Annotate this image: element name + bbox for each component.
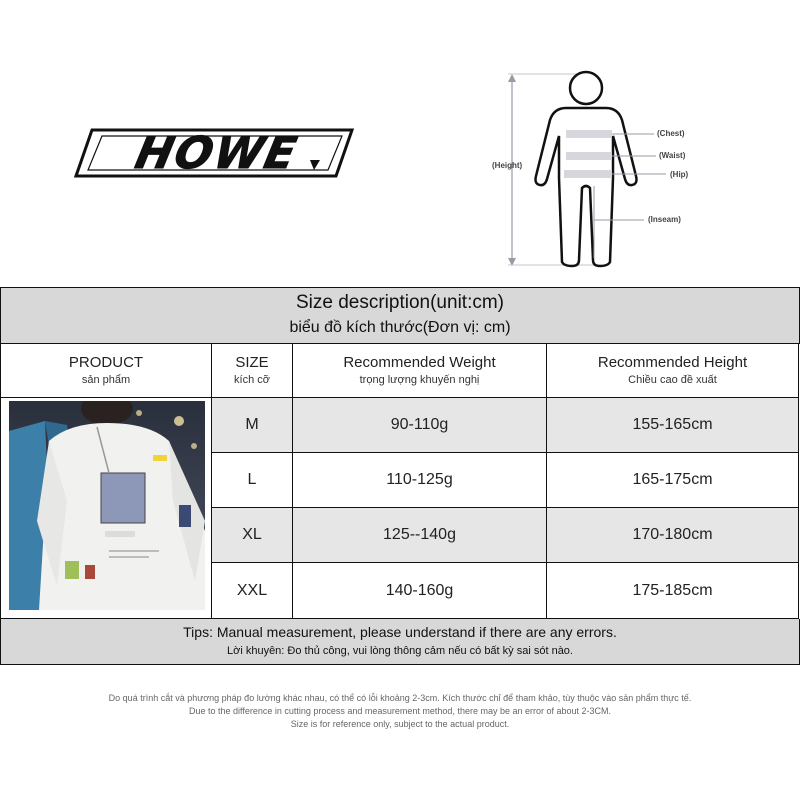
- table-row-size: XL: [212, 508, 293, 563]
- table-row-size: M: [212, 398, 293, 453]
- table-title: Size description(unit:cm): [295, 292, 505, 313]
- tips-text-en: Tips: Manual measurement, please understand if there are any errors.: [183, 624, 617, 640]
- disclaimer-reference: Size is for reference only, subject to the actual product.: [290, 719, 510, 729]
- chest-label: (Chest): [657, 129, 685, 138]
- table-row-weight: 110-125g: [293, 453, 547, 508]
- table-row-height: 155-165cm: [547, 398, 799, 453]
- tips-block: [0, 619, 800, 665]
- header-weight: Recommended Weight trọng lượng khuyến nghị: [293, 343, 547, 398]
- header-size: SIZE kích cỡ: [212, 343, 293, 398]
- table-row-size: XXL: [212, 563, 293, 619]
- table-row-weight: 140-160g: [293, 563, 547, 619]
- table-row-weight: 90-110g: [293, 398, 547, 453]
- product-photo: [9, 401, 205, 610]
- header-height: Recommended Height Chiều cao đề xuất: [547, 343, 799, 398]
- logo-text: HOWE: [131, 128, 303, 179]
- header-product: PRODUCT sản phẩm: [0, 343, 212, 398]
- inseam-label: (Inseam): [648, 215, 681, 224]
- table-title-block: [0, 287, 800, 344]
- table-row-weight: 125--140g: [293, 508, 547, 563]
- table-subtitle: biểu đồ kích thước(Đơn vị: cm): [289, 319, 511, 336]
- tips-text-vi: Lời khuyên: Đo thủ công, vui lòng thông cảm nếu có bất kỳ sai sót nào.: [227, 645, 573, 657]
- hip-label: (Hip): [670, 170, 689, 179]
- table-row-height: 170-180cm: [547, 508, 799, 563]
- height-label: (Height): [492, 161, 523, 170]
- table-row-height: 175-185cm: [547, 563, 799, 619]
- brand-logo: [74, 120, 354, 186]
- body-measurement-figure: [486, 66, 726, 270]
- disclaimer-vi: Do quá trình cắt và phương pháp đo lường khác nhau, có thể có lỗi khoảng 2-3cm. Kích thước chỉ để tham khảo, tùy thuộc vào sản phẩm thực tế.: [108, 693, 692, 703]
- table-row-height: 165-175cm: [547, 453, 799, 508]
- size-table: [0, 287, 800, 665]
- waist-label: (Waist): [659, 151, 686, 160]
- disclaimer-en: Due to the difference in cutting process and measurement method, there may be an error of about 2-3CM.: [188, 706, 612, 716]
- table-row-size: L: [212, 453, 293, 508]
